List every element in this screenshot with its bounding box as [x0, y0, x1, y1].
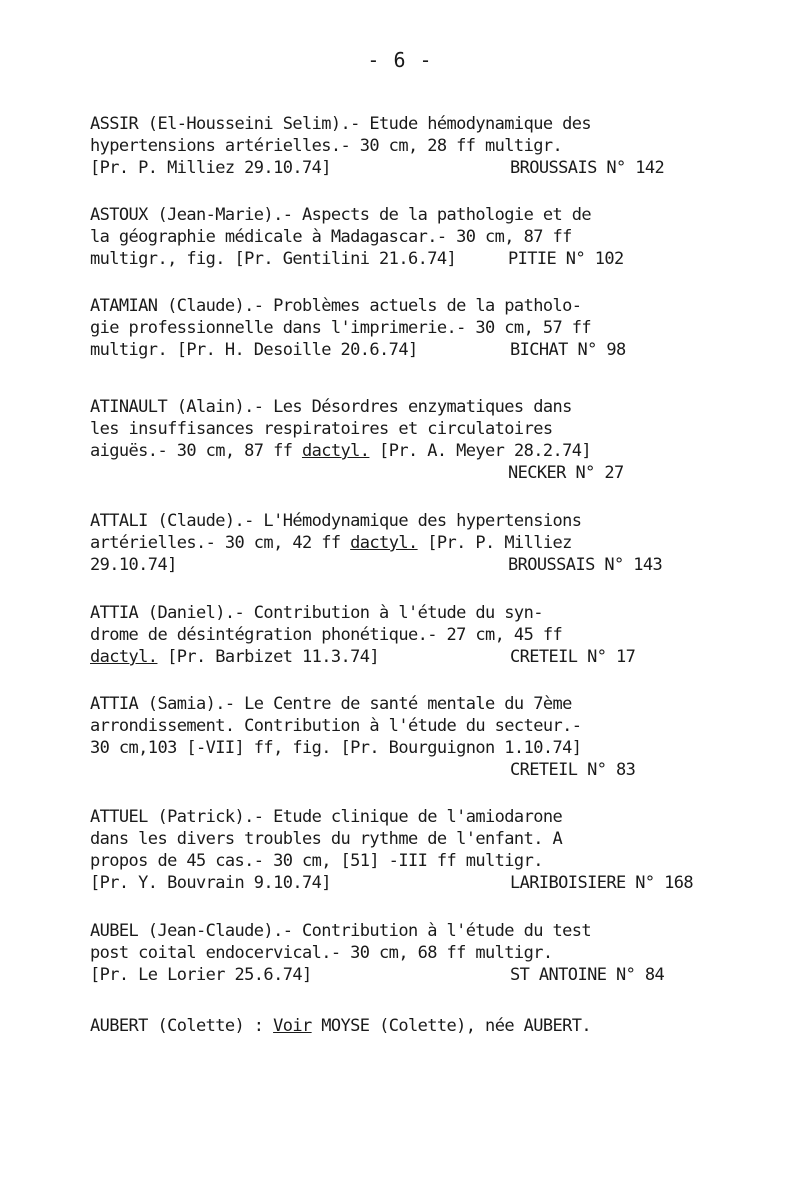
entry-line: multigr. [Pr. H. Desoille 20.6.74]	[90, 340, 418, 360]
entry-line: propos de 45 cas.- 30 cm, [51] -III ff multigr.	[90, 851, 543, 871]
entry-line: [Pr. Barbizet 11.3.74]	[157, 647, 380, 667]
entry-line: hypertensions artérielles.- 30 cm, 28 ff multigr.	[90, 136, 563, 156]
entry-line: ATTIA (Samia).- Le Centre de santé mentale du 7ème	[90, 694, 572, 714]
entry-line: [Pr. P. Milliez 29.10.74]	[90, 158, 331, 178]
entry-line: dans les divers troubles du rythme de l'enfant. A	[90, 829, 563, 849]
hospital-reference: BICHAT N° 98	[510, 340, 626, 360]
entry-line: [Pr. Le Lorier 25.6.74]	[90, 965, 312, 985]
page-number: - 6 -	[367, 48, 433, 72]
entry-line: 29.10.74]	[90, 555, 177, 575]
format-dactyl: dactyl.	[301, 441, 370, 461]
bibliography-entry-attia-daniel	[90, 602, 730, 668]
hospital-reference: ST ANTOINE N° 84	[510, 965, 665, 985]
bibliography-entry-assir	[90, 113, 730, 179]
format-dactyl: dactyl.	[350, 533, 418, 553]
bibliography-entry-astoux	[90, 204, 730, 270]
entry-line: arrondissement. Contribution à l'étude du secteur.-	[90, 716, 582, 736]
hospital-reference: LARIBOISIERE N° 168	[510, 873, 694, 893]
bibliography-entry-aubert	[90, 1015, 730, 1037]
hospital-reference: PITIE N° 102	[508, 249, 624, 269]
entry-line: ASTOUX (Jean-Marie).- Aspects de la pathologie et de	[90, 205, 592, 225]
entry-line: drome de désintégration phonétique.- 27 cm, 45 ff	[90, 625, 563, 645]
entry-line: [Pr. A. Meyer 28.2.74]	[369, 441, 592, 461]
entry-line: ATTIA (Daniel).- Contribution à l'étude du syn-	[90, 603, 543, 623]
entry-line: AUBERT (Colette) :	[90, 1016, 274, 1036]
entry-line: aiguës.- 30 cm, 87 ff	[90, 441, 302, 461]
entry-line: [Pr. P. Milliez	[417, 533, 572, 553]
bibliography-entry-attali	[90, 510, 730, 576]
entry-line: MOYSE (Colette), née AUBERT.	[311, 1016, 592, 1036]
entry-line: ATINAULT (Alain).- Les Désordres enzymatiques dans	[90, 397, 572, 417]
cross-reference-voir: Voir	[273, 1016, 312, 1036]
entry-line: multigr., fig. [Pr. Gentilini 21.6.74]	[90, 249, 457, 269]
hospital-reference: BROUSSAIS N° 142	[510, 158, 665, 178]
bibliography-entry-atamian	[90, 295, 730, 361]
entry-line: AUBEL (Jean-Claude).- Contribution à l'étude du test	[90, 921, 592, 941]
hospital-reference: CRETEIL N° 17	[510, 647, 636, 667]
entry-line: artérielles.- 30 cm, 42 ff	[90, 533, 351, 553]
entry-line: 30 cm,103 [-VII] ff, fig. [Pr. Bourguignon 1.10.74]	[90, 738, 582, 758]
format-dactyl: dactyl.	[90, 647, 158, 667]
entry-line: ATAMIAN (Claude).- Problèmes actuels de la patholo-	[90, 296, 582, 316]
bibliography-entry-aubel	[90, 920, 730, 986]
entry-line: ASSIR (El-Housseini Selim).- Etude hémodynamique des	[90, 114, 592, 134]
hospital-reference: BROUSSAIS N° 143	[508, 555, 663, 575]
hospital-reference: CRETEIL N° 83	[510, 760, 636, 780]
entry-line: post coital endocervical.- 30 cm, 68 ff multigr.	[90, 943, 553, 963]
hospital-reference: NECKER N° 27	[508, 463, 624, 483]
bibliography-entry-attia-samia	[90, 693, 730, 781]
entry-line: ATTUEL (Patrick).- Etude clinique de l'amiodarone	[90, 807, 563, 827]
entry-line: [Pr. Y. Bouvrain 9.10.74]	[90, 873, 331, 893]
entry-line: ATTALI (Claude).- L'Hémodynamique des hypertensions	[90, 511, 582, 531]
entry-line: les insuffisances respiratoires et circulatoires	[90, 419, 553, 439]
bibliography-entry-atinault	[90, 396, 730, 484]
entry-line: la géographie médicale à Madagascar.- 30 cm, 87 ff	[90, 227, 572, 247]
entry-line: gie professionnelle dans l'imprimerie.- 30 cm, 57 ff	[90, 318, 592, 338]
bibliography-entry-attuel	[90, 806, 730, 894]
